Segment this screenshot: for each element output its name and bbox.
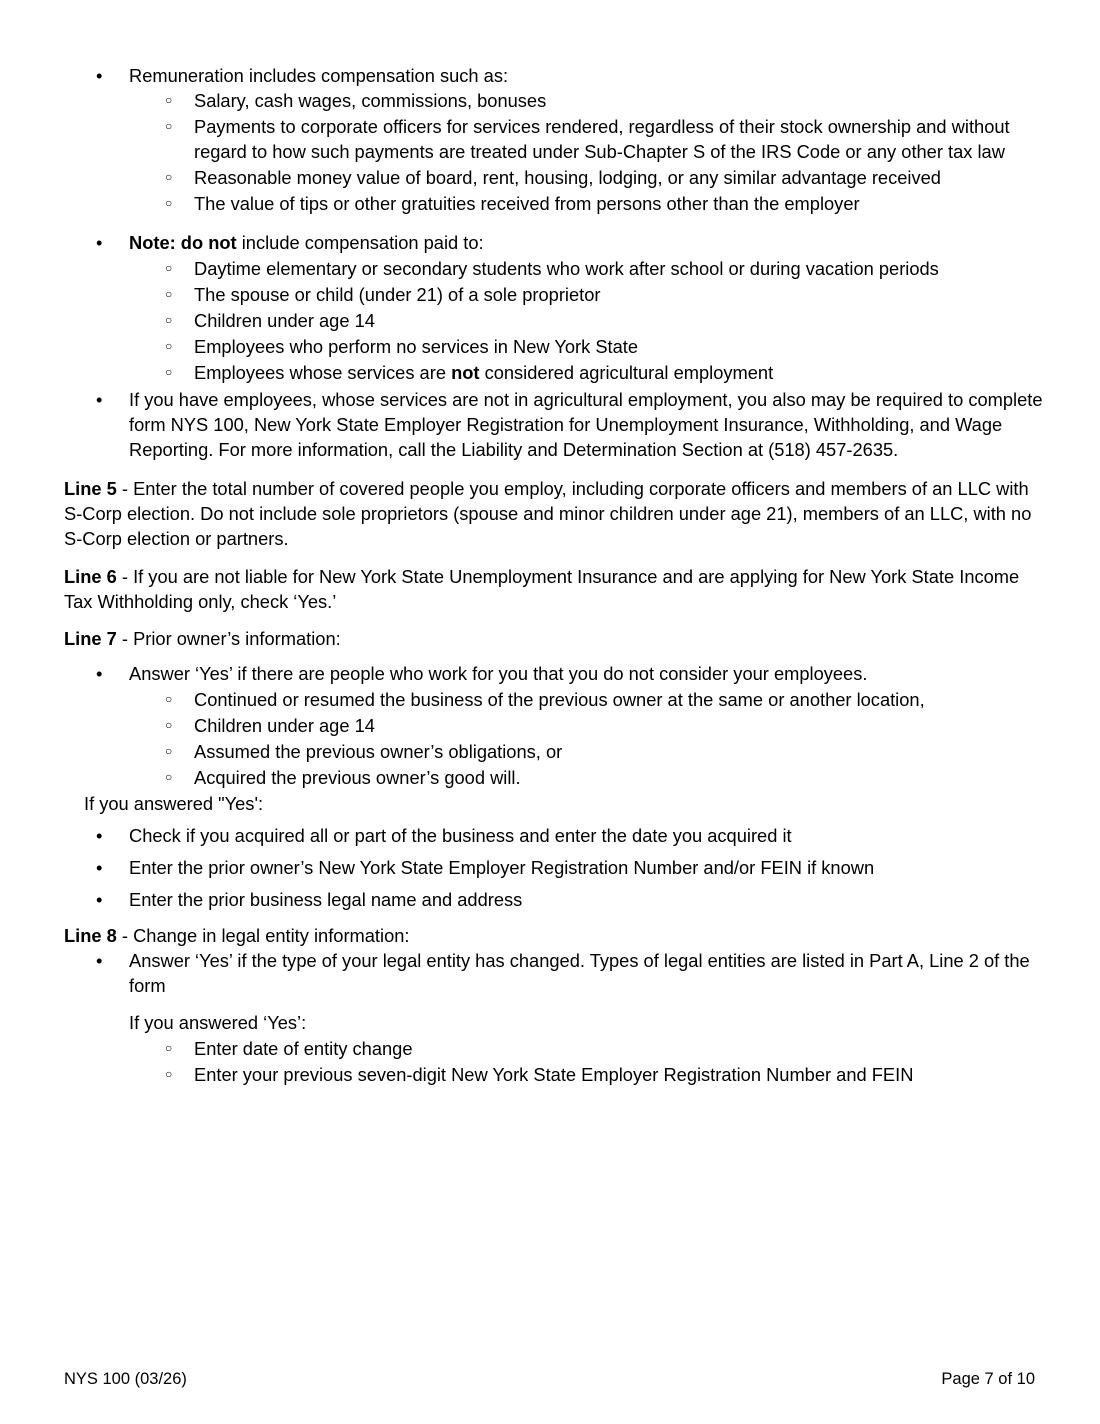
note-list bbox=[64, 230, 1044, 255]
line8-list bbox=[64, 948, 1044, 998]
remuneration-list bbox=[64, 63, 1044, 88]
list-item: • Enter the prior business legal name and address bbox=[64, 887, 1044, 912]
line7-text: - Prior owner’s information: bbox=[116, 628, 341, 649]
line7-paragraph bbox=[64, 626, 1044, 651]
note-last-before: Employees whose services are bbox=[194, 362, 452, 383]
line7-list bbox=[64, 661, 1044, 686]
line7-if-yes: If you answered "Yes': bbox=[84, 793, 264, 814]
list-item bbox=[64, 360, 1044, 385]
note-rest: include compensation paid to: bbox=[236, 232, 484, 253]
list-item: ○ Children under age 14 bbox=[64, 308, 1044, 333]
line6-paragraph bbox=[64, 564, 1044, 614]
line8-label: Line 8 bbox=[64, 925, 117, 946]
note-last-after: considered agricultural employment bbox=[479, 362, 774, 383]
form-id: NYS 100 (03/26) bbox=[64, 1370, 187, 1388]
list-item: ○ Children under age 14 bbox=[64, 713, 1044, 738]
list-item: • Enter the prior owner’s New York State Employer Registration Number and/or FEIN if known bbox=[64, 855, 1044, 880]
line8-paragraph bbox=[64, 923, 1044, 948]
list-item: ○ Acquired the previous owner’s good will. bbox=[64, 765, 1044, 790]
list-item: ○ The spouse or child (under 21) of a sole proprietor bbox=[64, 282, 1044, 307]
line5-label: Line 5 bbox=[64, 478, 117, 499]
line7-sublist bbox=[64, 687, 1044, 790]
line8-text: - Change in legal entity information: bbox=[116, 925, 410, 946]
list-item: ○ Employees who perform no services in New York State bbox=[64, 334, 1044, 359]
list-item: ○ Daytime elementary or secondary students who work after school or during vacation periods bbox=[64, 256, 1044, 281]
list-item: ○ Reasonable money value of board, rent, housing, lodging, or any similar advantage received bbox=[64, 165, 1044, 190]
line6-label: Line 6 bbox=[64, 566, 117, 587]
nys100-bullet: • If you have employees, whose services are not in agricultural employment, you also may be required to complete form NYS 100, New York State Employer Registration for Unemployment Insurance, Withholding, and Wage Reporting. For more information, call the Liability and Determination Section at (518) 457-2635. bbox=[64, 387, 1044, 462]
page-number: Page 7 of 10 bbox=[941, 1370, 1035, 1388]
list-item: ○ Enter your previous seven-digit New York State Employer Registration Number and FEIN bbox=[64, 1062, 1044, 1087]
list-item: ○ Assumed the previous owner’s obligations, or bbox=[64, 739, 1044, 764]
line7-label: Line 7 bbox=[64, 628, 117, 649]
list-item: ○ Payments to corporate officers for services rendered, regardless of their stock ownership and without regard to how such payments are treated under Sub-Chapter S of the IRS Code or any other tax law bbox=[64, 114, 1044, 164]
list-item: ○ The value of tips or other gratuities received from persons other than the employer bbox=[64, 191, 1044, 216]
line8-sublist bbox=[64, 1036, 1044, 1087]
note-bold-label: Note: do not bbox=[129, 232, 237, 253]
list-item: • Check if you acquired all or part of the business and enter the date you acquired it bbox=[64, 823, 1044, 848]
line6-text: - If you are not liable for New York State Unemployment Insurance and are applying for New York State Income Tax Withholding only, check ‘Yes.’ bbox=[64, 566, 1020, 612]
list-item: ○ Salary, cash wages, commissions, bonuses bbox=[64, 88, 1044, 113]
line8-if-yes: If you answered ‘Yes’: bbox=[129, 1012, 307, 1033]
document-body bbox=[64, 63, 1044, 1087]
nys100-list bbox=[64, 387, 1044, 462]
line5-text: - Enter the total number of covered people you employ, including corporate officers and members of an LLC with S-Corp election. Do not include sole proprietors (spouse and minor children under age 21), members of an LLC, with no S-Corp election or partners. bbox=[64, 478, 1032, 549]
line8-answer: • Answer ‘Yes’ if the type of your legal entity has changed. Types of legal entities are listed in Part A, Line 2 of the form bbox=[64, 948, 1044, 998]
remuneration-intro: • Remuneration includes compensation such as: bbox=[64, 63, 1044, 88]
line7-answer: • Answer ‘Yes’ if there are people who work for you that you do not consider your employees. bbox=[64, 661, 1044, 686]
list-item: ○ Continued or resumed the business of the previous owner at the same or another location, bbox=[64, 687, 1044, 712]
note-intro bbox=[64, 230, 1044, 255]
line5-paragraph bbox=[64, 476, 1044, 551]
note-last-bold: not bbox=[451, 362, 480, 383]
note-sublist bbox=[64, 256, 1044, 385]
line7-yes-list bbox=[64, 823, 1044, 912]
remuneration-sublist bbox=[64, 88, 1044, 216]
list-item: ○ Enter date of entity change bbox=[64, 1036, 1044, 1061]
